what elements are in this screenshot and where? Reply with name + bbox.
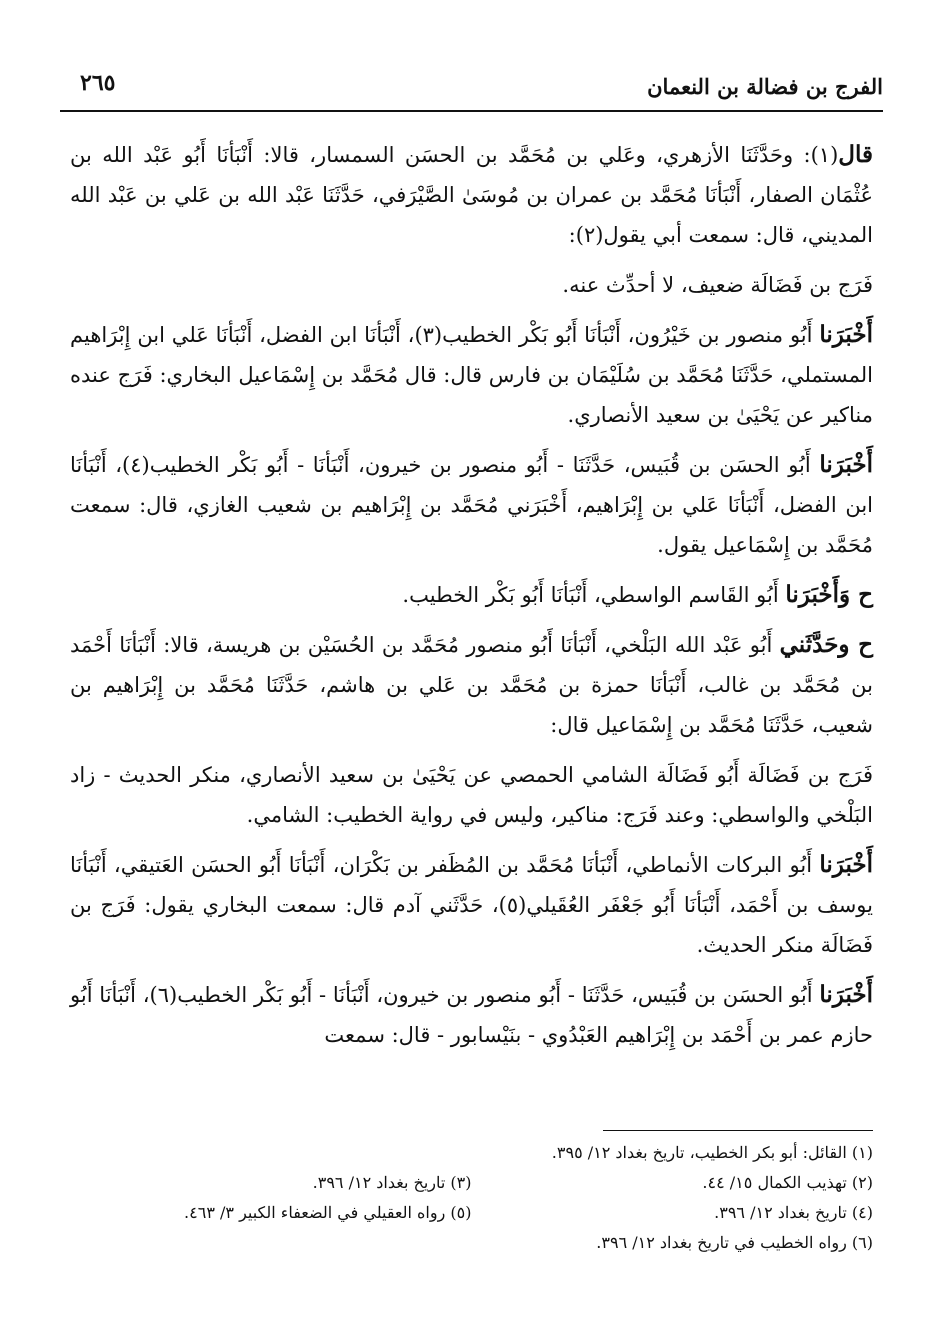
paragraph-8 [70, 845, 873, 965]
paragraph-lead: أَخْبَرَنا [819, 451, 873, 478]
paragraph-lead: أَخْبَرَنا [819, 851, 873, 878]
paragraph-lead: قال [838, 141, 873, 168]
paragraph-lead: ح وحَدَّثَني [779, 631, 873, 658]
footnote-row [70, 1138, 873, 1168]
paragraph-text: فَرَج بن فَضَالَة ضعيف، لا أحدِّث عنه. [562, 273, 873, 297]
paragraph-9 [70, 975, 873, 1055]
paragraph-1 [70, 135, 873, 255]
paragraph-text: فَرَج بن فَضَالَة أَبُو فَضَالَة الشامي الحمصي عن يَحْيَىٰ بن سعيد الأنصاري، منكر الحديث - زاد البَلْخي والواسطي: وعند فَرَج: مناكير، وليس في رواية الخطيب: الشامي. [70, 763, 873, 827]
footnote-row [70, 1198, 873, 1228]
footnote-6: (٦) رواه الخطيب في تاريخ بغداد ١٢/ ٣٩٦. [596, 1233, 873, 1252]
footnote-5: (٥) رواه العقيلي في الضعفاء الكبير ٣/ ٤٦٣. [184, 1203, 472, 1222]
chapter-title: الفرج بن فضالة بن النعمان [647, 74, 883, 99]
running-header [60, 58, 883, 112]
paragraph-7 [70, 755, 873, 835]
main-text [70, 135, 873, 1065]
footnote-row [70, 1168, 873, 1198]
paragraph-text: أَبُو الحسَن بن قُبَيس، حَدَّثَنَا - أَبُو منصور بن خيرون، أَنْبَأنَا - أَبُو بَكْر الخطيب(٦)، أَنْبَأنَا أَبُو حازم عمر بن أَحْمَد بن إِبْرَاهيم العَبْدُوي - بنَيْسابور - قال: سمعت [70, 983, 873, 1047]
paragraph-6 [70, 625, 873, 745]
paragraph-lead: أَخْبَرَنا [819, 321, 873, 348]
paragraph-2 [70, 265, 873, 305]
paragraph-text: أَبُو عَبْد الله البَلْخي، أَنْبَأنَا أَبُو منصور مُحَمَّد بن الحُسَيْن بن هريسة، قالا: أَنْبَأنَا أَحْمَد بن مُحَمَّد بن غالب، أَنْبَأنَا حمزة بن مُحَمَّد بن عَلي بن هاشم، حَدَّثَنَا مُحَمَّد بن إِبْرَاهيم بن شعيب، حَدَّثَنَا مُحَمَّد بن إِسْمَاعيل قال: [70, 633, 873, 737]
paragraph-lead: أَخْبَرَنا [819, 981, 873, 1008]
page-number: ٢٦٥ [80, 70, 116, 96]
paragraph-text: أَبُو منصور بن خَيْرُون، أَنْبَأنَا أَبُو بَكْر الخطيب(٣)، أَنْبَأنَا ابن الفضل، أَنْبَأنَا عَلي ابن إِبْرَاهيم المستملي، حَدَّثَنَا مُحَمَّد بن سُلَيْمَان بن فارس قال: قال مُحَمَّد بن إِسْمَاعيل البخاري: فَرَج عنده مناكير عن يَحْيَىٰ بن سعيد الأنصاري. [70, 323, 873, 427]
paragraph-text: أَبُو القَاسم الواسطي، أَنْبَأنَا أَبُو بَكْر الخطيب. [402, 583, 786, 607]
footnote-3: (٣) تاريخ بغداد ١٢/ ٣٩٦. [312, 1173, 472, 1192]
footnote-1: (١) القائل: أبو بكر الخطيب، تاريخ بغداد ١٢/ ٣٩٥. [551, 1143, 873, 1162]
paragraph-5 [70, 575, 873, 615]
footnote-separator [603, 1130, 873, 1131]
paragraph-4 [70, 445, 873, 565]
paragraph-text: أَبُو الحسَن بن قُبَيس، حَدَّثَنَا - أَبُو منصور بن خيرون، أَنْبَأنَا - أَبُو بَكْر الخطيب(٤)، أَنْبَأنَا ابن الفضل، أَنْبَأنَا عَلي بن إِبْرَاهيم، أَخْبَرَني مُحَمَّد بن إِبْرَاهيم بن شعيب الغازي، قال: سمعت مُحَمَّد بن إِسْمَاعيل يقول. [70, 453, 873, 557]
paragraph-text: أَبُو البركات الأنماطي، أَنْبَأنَا مُحَمَّد بن المُظَفر بن بَكْرَان، أَنْبَأنَا أَبُو الحسَن العَتيقي، أَنْبَأنَا يوسف بن أَحْمَد، أَنْبَأنَا أَبُو جَعْفَر العُقَيلي(٥)، حَدَّثَني آدم قال: سمعت البخاري يقول: فَرَج بن فَضَالَة منكر الحديث. [70, 853, 873, 957]
footnote-2: (٢) تهذيب الكمال ١٥/ ٤٤. [702, 1173, 873, 1192]
footnote-4: (٤) تاريخ بغداد ١٢/ ٣٩٦. [714, 1203, 873, 1222]
paragraph-lead: ح وَأَخْبَرَنا [785, 581, 873, 608]
paragraph-text: (١): وحَدَّثَنَا الأزهري، وعَلي بن مُحَمَّد بن الحسَن السمسار، قالا: أَنْبَأنَا أَبُو عَبْد الله بن عُثْمَان الصفار، أَنْبَأنَا مُحَمَّد بن عمران بن مُوسَىٰ الصَّيْرَفي، حَدَّثَنَا عَبْد الله بن عَلي بن عَبْد الله المديني، قال: سمعت أبي يقول(٢): [70, 143, 873, 247]
paragraph-3 [70, 315, 873, 435]
footnotes [70, 1138, 873, 1258]
footnote-row [70, 1228, 873, 1258]
